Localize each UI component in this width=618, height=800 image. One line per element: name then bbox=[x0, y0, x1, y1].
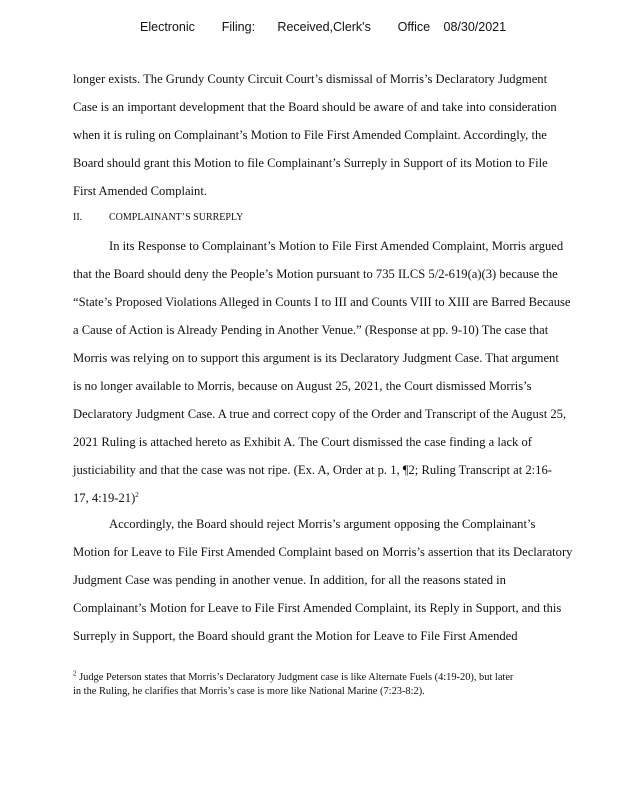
efiling-header: Electronic Filing: Received,Clerk's Office 08/30/2021 bbox=[140, 20, 507, 34]
footnote-line: in the Ruling, he clarifies that Morris’s case is more like National Marine (7:23-8:2). bbox=[73, 686, 425, 697]
body-line: Accordingly, the Board should reject Morris’s argument opposing the Complainant’s bbox=[109, 517, 536, 531]
body-line bbox=[73, 491, 139, 506]
body-line: Motion for Leave to File First Amended Complaint based on Morris’s assertion that its Declaratory bbox=[73, 545, 573, 559]
body-line: is no longer available to Morris, because on August 25, 2021, the Court dismissed Morris’s bbox=[73, 379, 532, 393]
body-line: “State’s Proposed Violations Alleged in Counts I to III and Counts VIII to XIII are Barred Because bbox=[73, 295, 571, 309]
body-line: justiciability and that the case was not ripe. (Ex. A, Order at p. 1, ¶2; Ruling Transcript at 2:16- bbox=[73, 463, 552, 477]
body-line: when it is ruling on Complainant’s Motion to File First Amended Complaint. Accordingly, the bbox=[73, 128, 547, 142]
body-line: a Cause of Action is Already Pending in Another Venue.” (Response at pp. 9-10) The case that bbox=[73, 323, 549, 337]
body-text: 17, 4:19-21) bbox=[73, 491, 136, 505]
body-line: 2021 Ruling is attached hereto as Exhibit A. The Court dismissed the case finding a lack of bbox=[73, 435, 532, 449]
footnote-text: Judge Peterson states that Morris’s Declaratory Judgment case is like Alternate Fuels (4:19-20), but later bbox=[79, 672, 514, 683]
section-title: COMPLAINANT’S SURREPLY bbox=[109, 212, 244, 223]
body-line: Case is an important development that the Board should be aware of and take into consideration bbox=[73, 100, 557, 114]
footnote-reference: 2 bbox=[135, 490, 139, 499]
body-line: Declaratory Judgment Case. A true and correct copy of the Order and Transcript of the August 25, bbox=[73, 407, 567, 421]
body-line: In its Response to Complainant’s Motion to File First Amended Complaint, Morris argued bbox=[109, 239, 564, 253]
body-line: Judgment Case was pending in another venue. In addition, for all the reasons stated in bbox=[73, 573, 506, 587]
section-heading bbox=[73, 212, 243, 223]
body-line: Surreply in Support, the Board should grant the Motion for Leave to File First Amended bbox=[73, 629, 518, 643]
body-line: First Amended Complaint. bbox=[73, 184, 207, 198]
body-line: Morris was relying on to support this argument is its Declaratory Judgment Case. That argument bbox=[73, 351, 559, 365]
footnote-line bbox=[73, 669, 514, 683]
body-line: that the Board should deny the People’s Motion pursuant to 735 ILCS 5/2-619(a)(3) because the bbox=[73, 267, 558, 281]
footnote-marker: 2 bbox=[73, 669, 77, 678]
section-number: II. bbox=[73, 212, 83, 223]
body-line: longer exists. The Grundy County Circuit Court’s dismissal of Morris’s Declaratory Judgment bbox=[73, 72, 548, 86]
body-line: Complainant’s Motion for Leave to File First Amended Complaint, its Reply in Support, and this bbox=[73, 601, 562, 615]
body-line: Board should grant this Motion to file Complainant’s Surreply in Support of its Motion to File bbox=[73, 156, 548, 170]
